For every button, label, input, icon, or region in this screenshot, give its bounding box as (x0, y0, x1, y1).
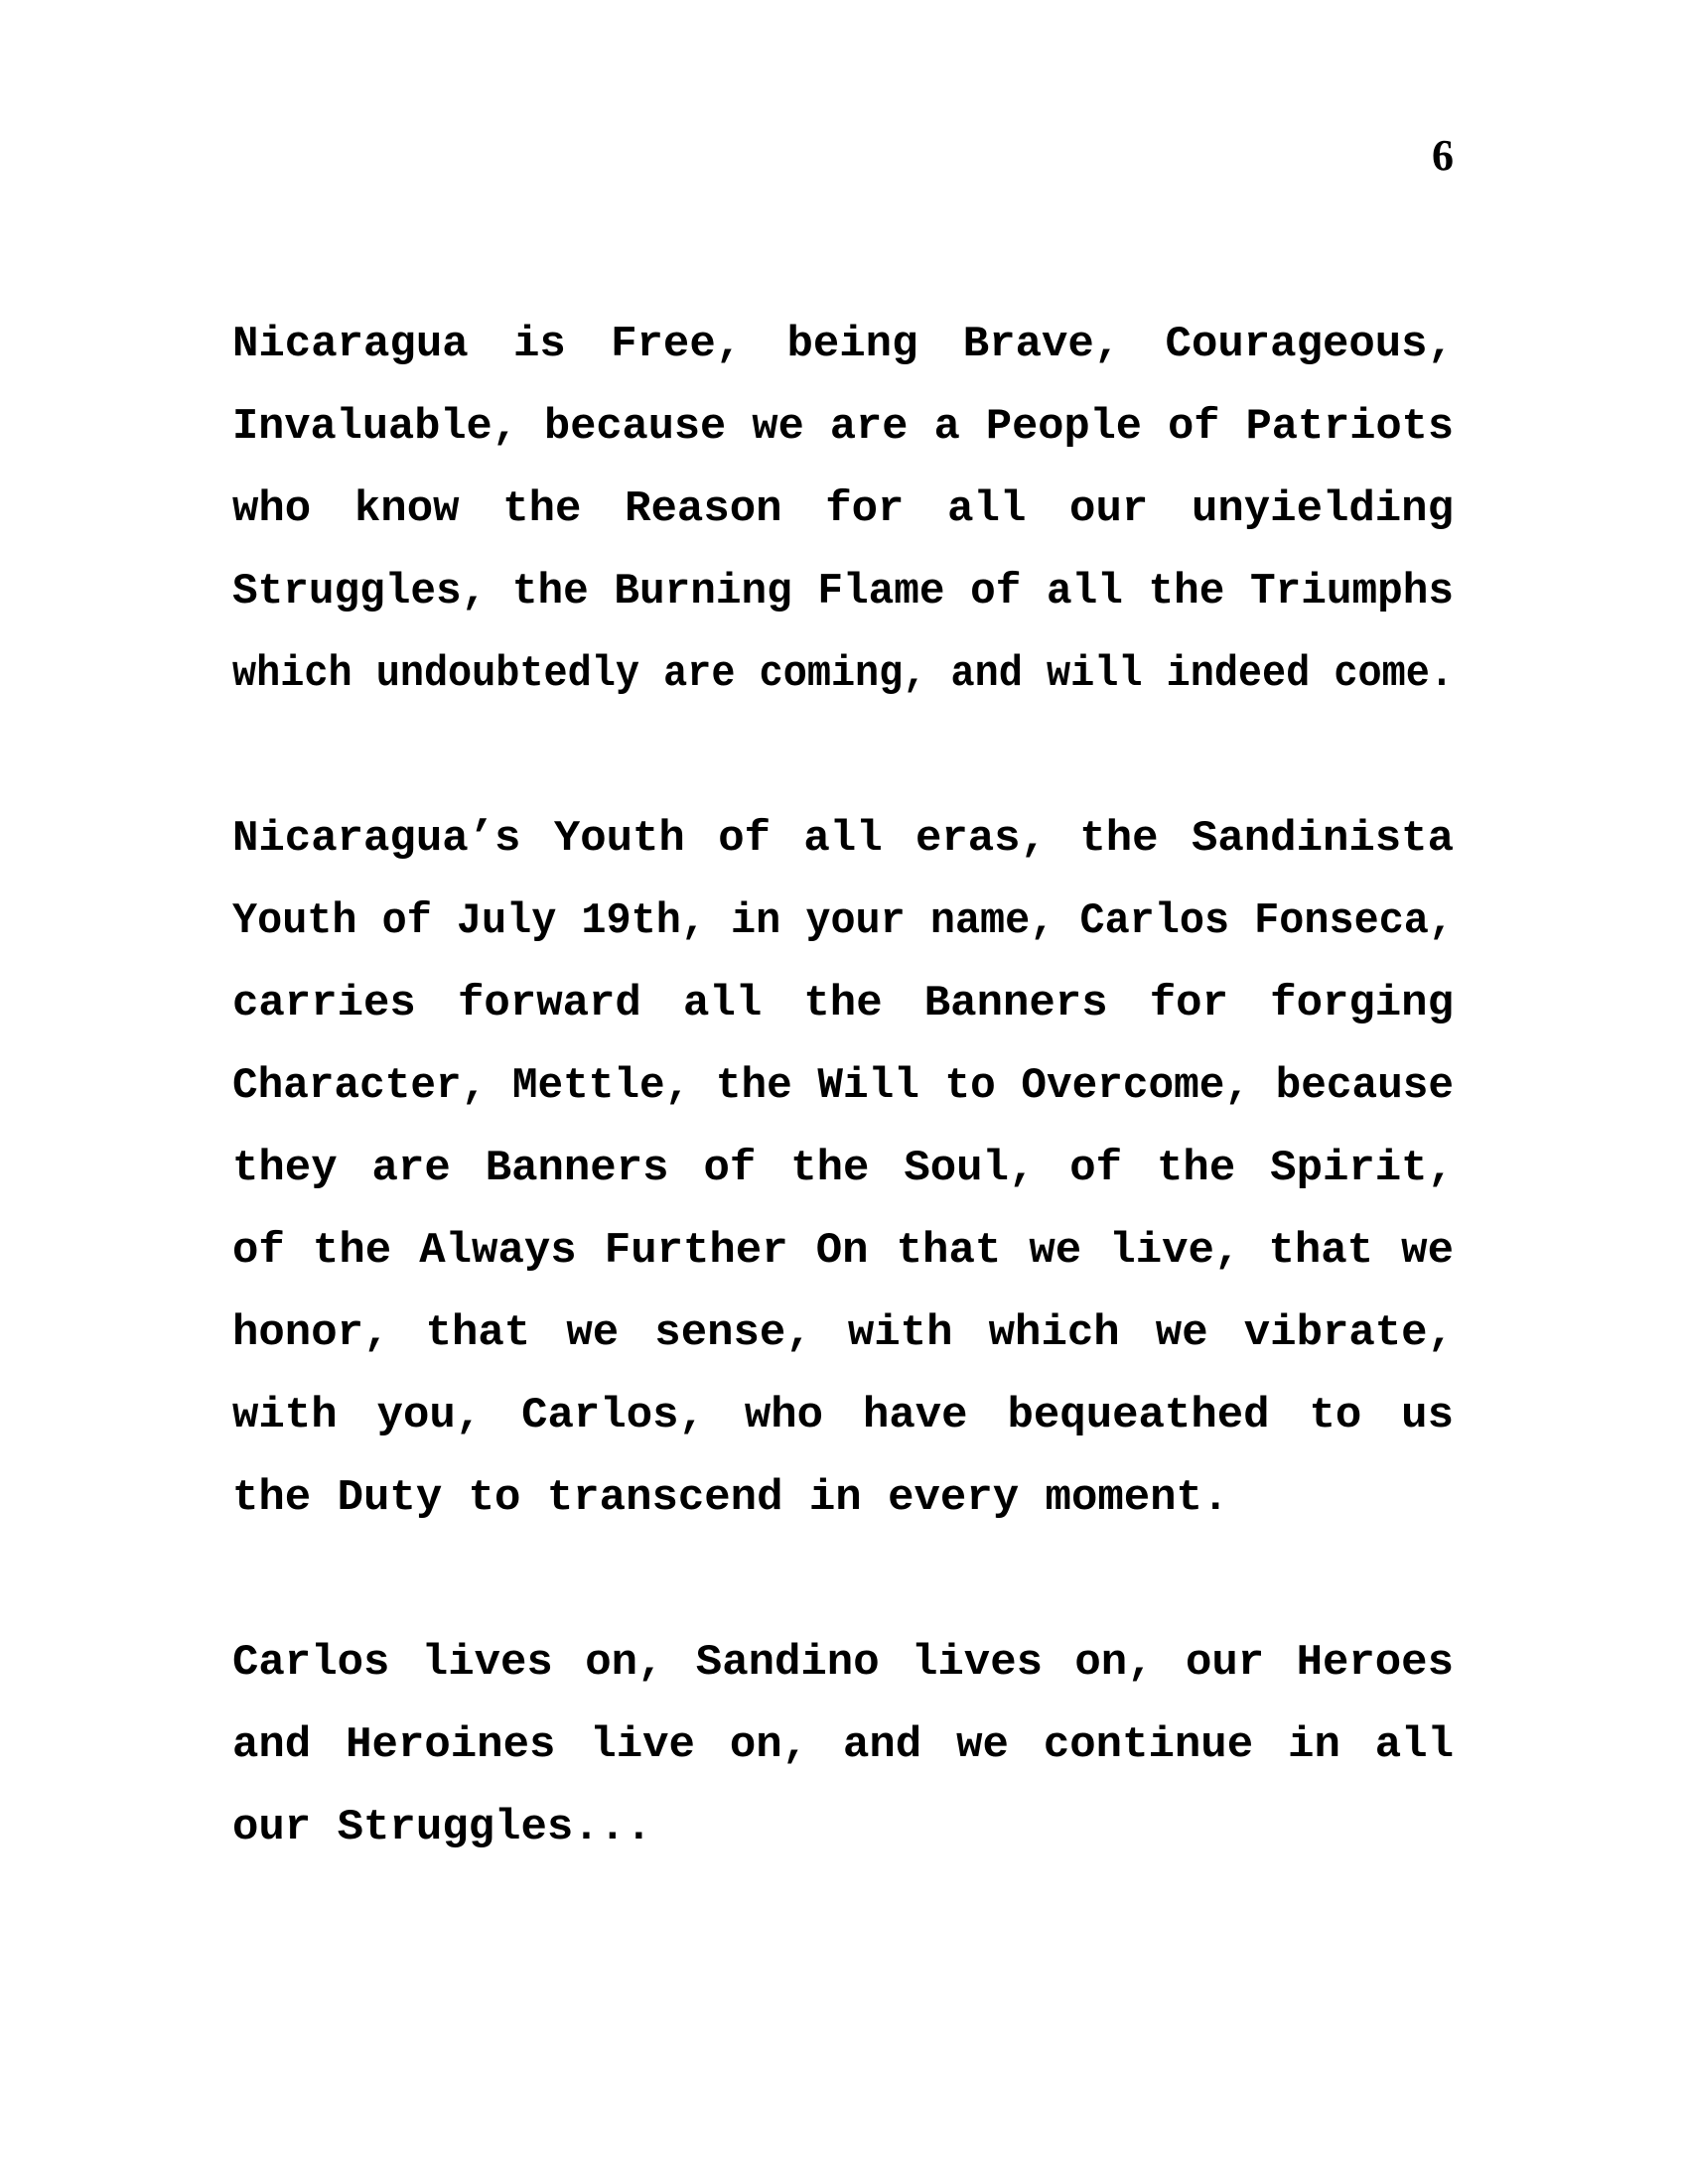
text-line: of the Always Further On that we live, that we (232, 1226, 1454, 1276)
text-line: Youth of July 19th, in your name, Carlos Fonseca, (232, 896, 1454, 946)
text-line: our Struggles... (232, 1803, 652, 1852)
text-line: honor, that we sense, with which we vibrate, (232, 1308, 1454, 1358)
page-number: 6 (1432, 131, 1454, 180)
text-block (232, 304, 1454, 1869)
paragraph-2 (232, 798, 1454, 1540)
text-line: they are Banners of the Soul, of the Spirit, (232, 1144, 1454, 1193)
paragraph-1 (232, 304, 1454, 716)
text-line: and Heroines live on, and we continue in all (232, 1720, 1454, 1770)
text-line: which undoubtedly are coming, and will indeed come. (232, 649, 1454, 699)
paragraph-3 (232, 1622, 1454, 1869)
text-line: with you, Carlos, who have bequeathed to us (232, 1391, 1454, 1440)
text-line: Character, Mettle, the Will to Overcome, because (232, 1061, 1454, 1111)
text-line: who know the Reason for all our unyielding (232, 484, 1454, 534)
text-line: Struggles, the Burning Flame of all the Triumphs (232, 567, 1454, 616)
text-line: Nicaragua’s Youth of all eras, the Sandinista (232, 814, 1454, 864)
text-line: the Duty to transcend in every moment. (232, 1473, 1229, 1523)
text-line: Nicaragua is Free, being Brave, Courageous, (232, 320, 1454, 369)
text-line: carries forward all the Banners for forging (232, 979, 1454, 1028)
text-line: Carlos lives on, Sandino lives on, our Heroes (232, 1638, 1454, 1688)
text-line: Invaluable, because we are a People of Patriots (232, 402, 1454, 452)
